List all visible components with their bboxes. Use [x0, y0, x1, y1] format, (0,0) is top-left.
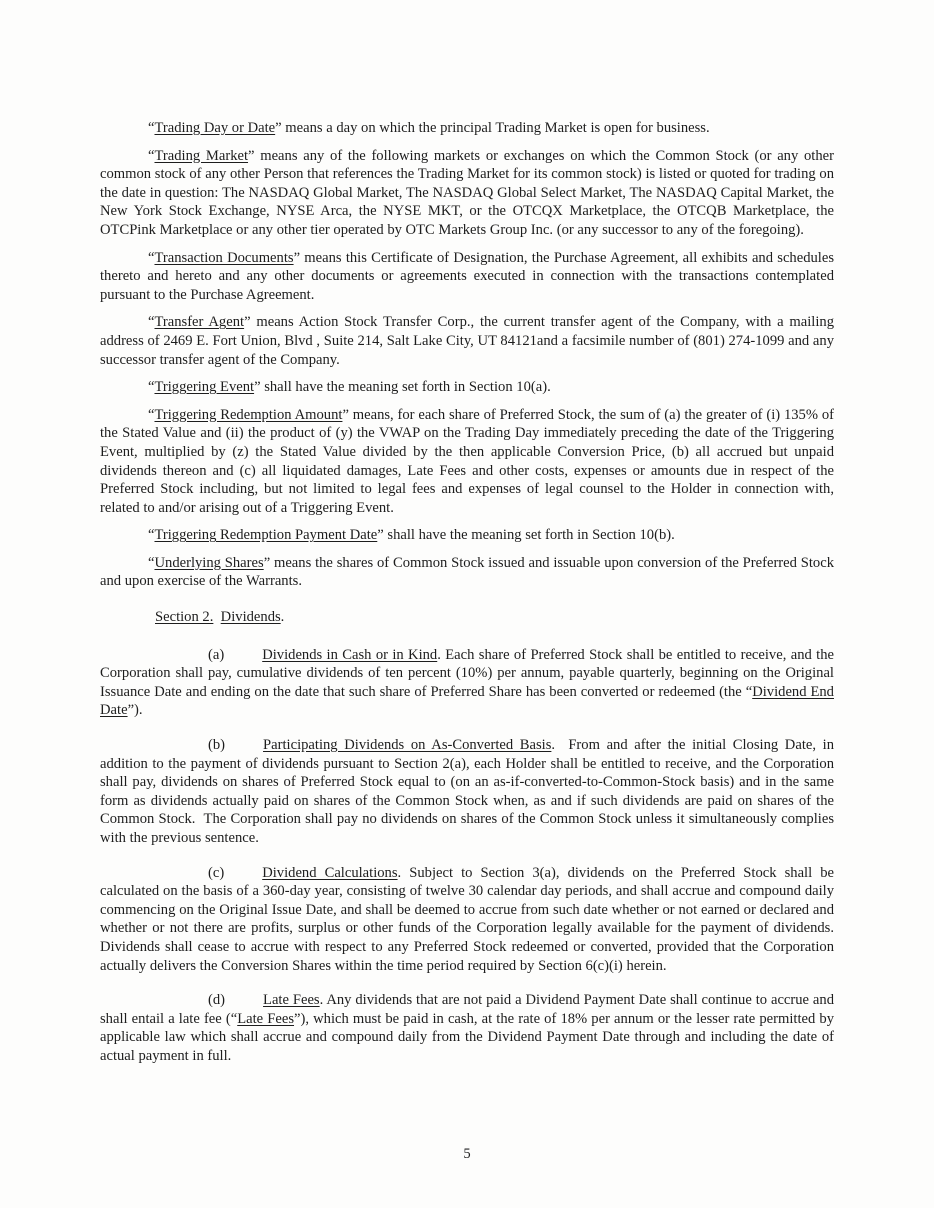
paragraph	[100, 554, 834, 591]
text-run: ”).	[127, 702, 143, 719]
text-run: ” means Action Stock Transfer Corp., the current transfer agent of the Company, with a mailing address of 2469 E. Fort Union, Blvd , Suite 214, Salt Lake City, UT 84121and a facsimile number of (801) 274-1099 and any successor transfer agent of the Company.	[100, 314, 835, 368]
text-run: ” means a day on which the principal Trading Market is open for business.	[275, 120, 710, 136]
paragraph	[100, 378, 834, 397]
defined-term: Participating Dividends on As-Converted Basis	[263, 737, 552, 754]
text-run: “	[148, 379, 155, 396]
text-run	[213, 609, 220, 625]
paragraph	[100, 406, 834, 518]
paragraph	[100, 526, 834, 545]
defined-term: Trading Day or Date	[154, 120, 276, 136]
text-run: “	[148, 554, 155, 571]
tab-spacer	[224, 876, 262, 877]
paragraph	[100, 119, 834, 138]
defined-term: Late Fees	[237, 1010, 295, 1027]
paragraph	[100, 646, 834, 720]
page-number: 5	[463, 1146, 471, 1162]
defined-term: Late Fees	[263, 992, 320, 1009]
text-run: “	[148, 147, 155, 164]
text-run: “	[148, 120, 155, 136]
tab-spacer	[224, 658, 262, 659]
text-run: . From and after the initial Closing Date, in addition to the payment of dividends pursuant to Section 2(a), each Holder shall be entitled to receive, and the Corporation shall pay, dividends on shares of Preferred Stock equal to (on an as-if-converted-to-Common-Stock basis) and in the same form as dividends actually paid on shares of the Common Stock when, as and if such dividends are paid on shares of the Common Stock. The Corporation shall pay no dividends on shares of the Common Stock unless it simultaneously complies with the previous sentence.	[100, 737, 834, 846]
document-body	[100, 119, 834, 1082]
defined-term: Underlying Shares	[154, 554, 264, 571]
text-run: ” shall have the meaning set forth in Section 10(a).	[254, 379, 551, 396]
defined-term: Transaction Documents	[154, 249, 294, 266]
tab-spacer	[225, 1003, 263, 1004]
paragraph	[100, 736, 834, 848]
text-run: . Subject to Section 3(a), dividends on the Preferred Stock shall be calculated on the basis of a 360-day year, consisting of twelve 30 calendar day periods, and shall accrue and compound daily commencing on the Original Issue Date, and shall be deemed to accrue from such date whether or not earned or declared and whether or not there are profits, surplus or other funds of the Corporation legally available for the payment of dividends. Dividends shall cease to accrue with respect to any Preferred Stock redeemed or converted, provided that the Corporation actually delivers the Conversion Shares within the time period required by Section 6(c)(i) herein.	[100, 864, 834, 974]
text-run: .	[280, 609, 285, 626]
text-run: “	[148, 314, 155, 331]
text-run: “	[148, 527, 155, 544]
defined-term: Dividend End Date	[100, 683, 834, 719]
paragraph	[100, 147, 834, 240]
section-heading	[100, 608, 834, 627]
paragraph-enum: (b)	[208, 737, 226, 754]
defined-term: Triggering Event	[154, 379, 255, 396]
paragraph	[100, 864, 834, 976]
text-run: ” means, for each share of Preferred Stock, the sum of (a) the greater of (i) 135% of the Stated Value and (ii) the product of (y) the VWAP on the Trading Day immediately preceding the date of the Triggering Event, multiplied by (z) the Stated Value divided by the then applicable Conversion Price, (b) all accrued but unpaid dividends thereon and (c) all liquidated damages, Late Fees and other costs, expenses or amounts due in respect of the Preferred Stock including, but not limited to legal fees and expenses of legal counsel to the Holder in connection with, related to and/or arising out of a Triggering Event.	[100, 406, 835, 516]
text-run: . Any dividends that are not paid a Dividend Payment Date shall continue to accrue and shall entail a late fee (“	[100, 992, 834, 1027]
text-run: ” means the shares of Common Stock issued and issuable upon conversion of the Preferred Stock and upon exercise of the Warrants.	[100, 554, 834, 590]
defined-term: Dividends in Cash or in Kind	[262, 646, 438, 663]
defined-term: Transfer Agent	[154, 314, 245, 331]
text-run: ” means any of the following markets or exchanges on which the Common Stock (or any other common stock of any other Person that references the Trading Market for its common stock) is listed or quoted for trading on the date in question: The NASDAQ Global Market, The NASDAQ Global Select Market, The NASDAQ Capital Market, the New York Stock Exchange, NYSE Arca, the NYSE MKT, or the OTCQX Marketplace, the OTCQB Marketplace, the OTCPink Marketplace or any other tier operated by OTC Markets Group Inc. (or any successor to any of the foregoing).	[100, 147, 834, 238]
text-run: “	[148, 406, 155, 423]
defined-term: Section 2.	[155, 609, 214, 626]
paragraph-enum: (a)	[208, 646, 225, 663]
text-run: ” means this Certificate of Designation, the Purchase Agreement, all exhibits and schedules thereto and hereto and any other documents or agreements executed in connection with the transactions contemplated pursuant to the Purchase Agreement.	[100, 249, 835, 303]
text-run: . Each share of Preferred Stock shall be entitled to receive, and the Corporation shall pay, cumulative dividends of ten percent (10%) per annum, payable quarterly, beginning on the Original Issuance Date and ending on the date that such share of Preferred Share has been converted or redeemed (the “	[100, 646, 834, 700]
paragraph	[100, 991, 834, 1065]
paragraph-enum: (d)	[208, 992, 226, 1009]
defined-term: Dividend Calculations	[262, 864, 398, 881]
defined-term: Trading Market	[154, 147, 249, 164]
defined-term: Triggering Redemption Amount	[154, 406, 343, 423]
paragraph-enum: (c)	[208, 864, 225, 881]
tab-spacer	[225, 748, 263, 749]
defined-term: Triggering Redemption Payment Date	[154, 527, 378, 544]
text-run: “	[148, 249, 155, 266]
paragraph	[100, 313, 834, 369]
text-run: ”), which must be paid in cash, at the rate of 18% per annum or the lesser rate permitted by applicable law which shall accrue and compound daily from the Dividend Payment Date through and including the date of actual payment in full.	[100, 1010, 835, 1064]
text-run: ” shall have the meaning set forth in Section 10(b).	[377, 527, 675, 544]
paragraph	[100, 249, 834, 305]
defined-term: Dividends	[220, 609, 281, 626]
